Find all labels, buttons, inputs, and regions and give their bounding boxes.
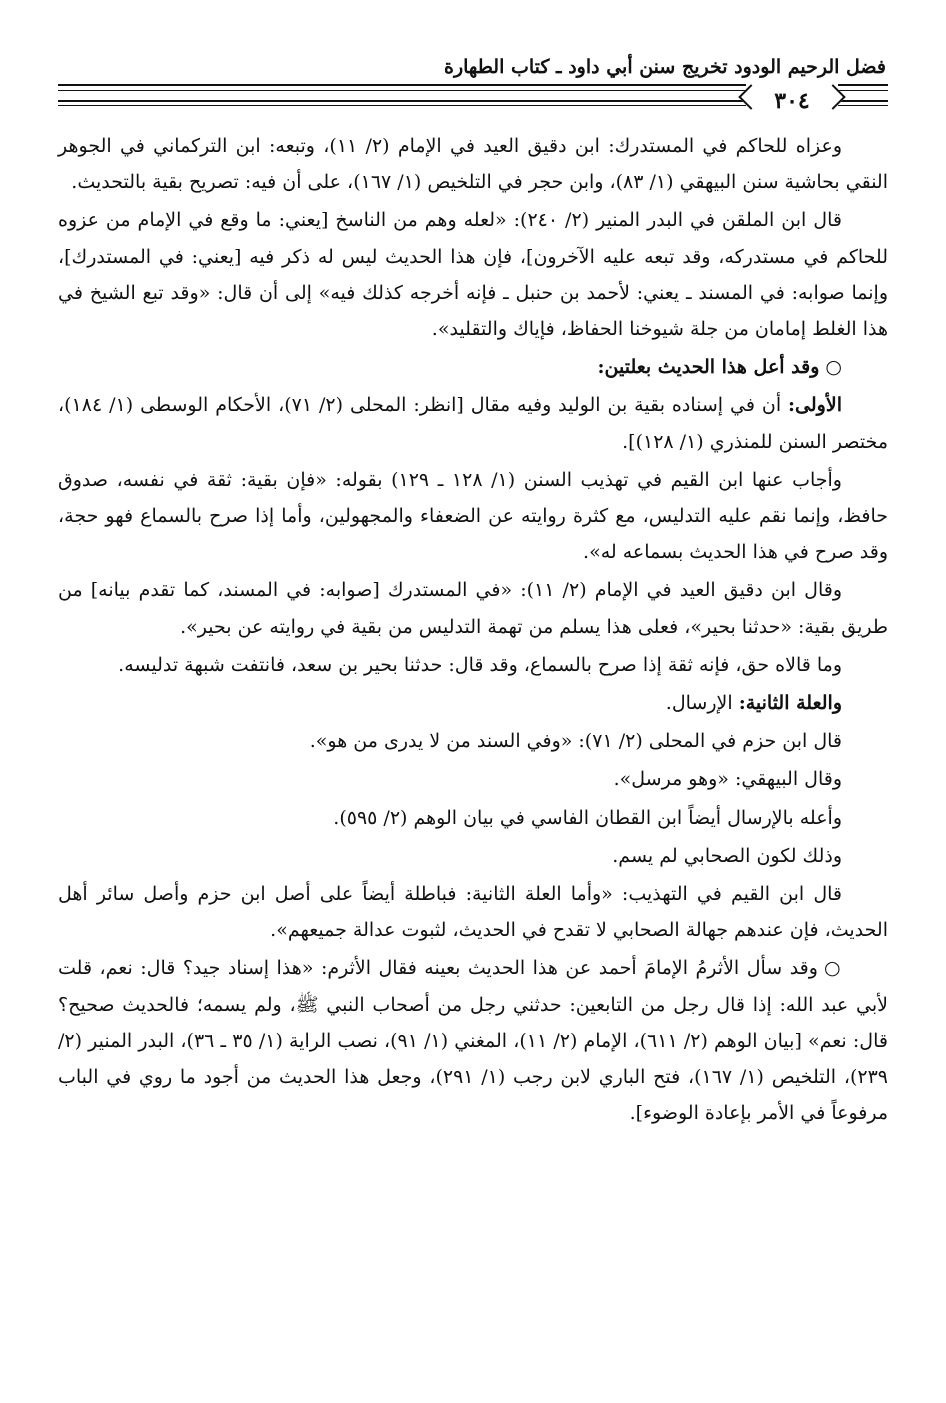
first-defect-paragraph — [58, 387, 888, 459]
paragraph: وأجاب عنها ابن القيم في تهذيب السنن (١/ ١٢٨ ـ ١٢٩) بقوله: «فإن بقية: ثقة في نفسه، صدوق حافظ، وإنما نقم عليه التدليس، مع كثرة روايته عن الضعفاء والمجهولين، وأما إذا صرح بالسماع فهو حجة، وقد صرح في هذا الحديث بسماعه له». — [58, 468, 888, 564]
page-number-rule-right — [838, 100, 888, 106]
second-defect-text: الإرسال. — [665, 692, 733, 715]
paragraph: وقال ابن دقيق العيد في الإمام (٢/ ١١): «في المستدرك [صوابه: في المسند، كما تقدم بيانه] من طريق بقية: «حدثنا بحير»، فعلى هذا يسلم من تهمة التدليس من بقية في روايته عن بحير». — [58, 579, 888, 638]
paragraph: وما قالاه حق، فإنه ثقة إذا صرح بالسماع، وقد قال: حدثنا بحير بن سعد، فانتفت شبهة تدليسه. — [118, 653, 842, 676]
quote-line: وقال البيهقي: «وهو مرسل». — [613, 768, 842, 791]
section-heading-text: وقد أعل هذا الحديث بعلتين: — [597, 356, 820, 379]
first-defect-text: أن في إسناده بقية بن الوليد وفيه مقال [انظر: المحلى (٢/ ٧١)، الأحكام الوسطى (١/ ١٨٤)، مختصر السنن للمنذري (١/ ١٢٨)]. — [58, 394, 888, 453]
quote-line: وذلك لكون الصحابي لم يسم. — [612, 844, 842, 867]
quote-line: وأعله بالإرسال أيضاً ابن القطان الفاسي في بيان الوهم (٢/ ٥٩٥). — [333, 806, 842, 829]
second-defect-paragraph — [58, 685, 888, 721]
page-body — [58, 128, 888, 1133]
paragraph: قال ابن الملقن في البدر المنير (٢/ ٢٤٠): «لعله وهم من الناسخ [يعني: ما وقع في الإمام من عزوه للحاكم في مستدركه، وقد تبعه عليه الآخرون]، فإن هذا الحديث ليس له ذكر فيه [يعني: في المستدرك]، وإنما صوابه: في المسند ـ يعني: لأحمد بن حنبل ـ فإنه أخرجه كذلك فيه» إلى أن قال: «وقد تبع الشيخ في هذا الغلط إمامان من جلة شيوخنا الحفاظ، فإياك والتقليد». — [58, 209, 888, 341]
page-number: ٣٠٤ — [746, 84, 838, 118]
paragraph: وعزاه للحاكم في المستدرك: ابن دقيق العيد في الإمام (٢/ ١١)، وتبعه: ابن التركماني في الجوهر النقي بحاشية سنن البيهقي (١/ ٨٣)، وابن حجر في التلخيص (١/ ١٦٧)، على أن فيه: تصريح بقية بالتحديث. — [58, 135, 888, 194]
final-paragraph — [58, 950, 888, 1131]
quote-line: قال ابن حزم في المحلى (٢/ ٧١): «وفي السند من لا يدرى من هو». — [309, 730, 842, 753]
page-number-rule-left — [58, 100, 746, 106]
running-title: فضل الرحيم الودود تخريج سنن أبي داود ـ كتاب الطهارة — [444, 56, 886, 78]
section-heading — [58, 349, 888, 385]
bullet-icon: ○ — [823, 957, 842, 980]
bullet-icon: ○ — [825, 356, 842, 379]
final-paragraph-text: وقد سأل الأثرمُ الإمامَ أحمد عن هذا الحديث بعينه فقال الأثرم: «هذا إسناد جيد؟ قال: نعم، قلت لأبي عبد الله: إذا قال رجل من التابعين: حدثني رجل من أصحاب النبي ﷺ، ولم يسمه؛ فالحديث صحيح؟ قال: نعم» [بيان الوهم (٢/ ٦١١)، الإمام (٢/ ١١)، المغني (١/ ٩١)، نصب الراية (١/ ٣٥ ـ ٣٦)، البدر المنير (٢/ ٢٣٩)، التلخيص (١/ ١٦٧)، فتح الباري لابن رجب (١/ ٢٩١)، وجعل هذا الحديث من أجود ما روي في الباب مرفوعاً في الأمر بإعادة الوضوء]. — [58, 957, 888, 1125]
paragraph: قال ابن القيم في التهذيب: «وأما العلة الثانية: فباطلة أيضاً على أصل ابن حزم وأصل سائر أهل الحديث، فإن عندهم جهالة الصحابي لا تقدح في الحديث، لثبوت عدالة جميعهم». — [58, 883, 888, 942]
second-defect-label: والعلة الثانية: — [738, 692, 842, 715]
first-defect-label: الأولى: — [788, 394, 842, 417]
